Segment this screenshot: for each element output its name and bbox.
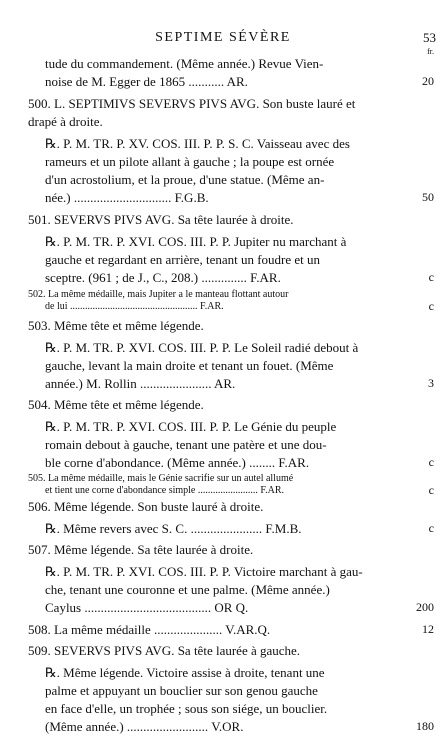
text-line: (Même année.) ......................... V.OR.	[45, 719, 244, 734]
text-line: ℞. Même revers avec S. C. ...................... F.M.B.	[45, 521, 302, 536]
text-line: romain debout à gauche, tenant une patère et une dou-	[45, 437, 327, 452]
margin-value: c	[428, 521, 434, 535]
margin-value: 200	[416, 600, 434, 614]
margin-value: 180	[416, 719, 434, 733]
text-line: ℞. P. M. TR. P. XVI. COS. III. P. P. Jupiter nu marchant à	[45, 234, 347, 249]
text-line: 502. La même médaille, mais Jupiter a le manteau flottant autour	[28, 289, 289, 300]
text-line: née.) .............................. F.G.B.	[45, 190, 209, 205]
text-line: 505. La même médaille, mais le Génie sacrifie sur un autel allumé	[28, 473, 294, 484]
text-line: ℞. Même légende. Victoire assise à droite, tenant une	[45, 665, 325, 680]
text-line: 501. SEVERVS PIVS AVG. Sa tête laurée à droite.	[28, 212, 294, 227]
text-line: ℞. P. M. TR. P. XVI. COS. III. P. P. Le Soleil radié debout à	[45, 340, 359, 355]
text-line: ble corne d'abondance. (Même année.) ........ F.AR.	[45, 455, 310, 470]
text-line: ℞. P. M. TR. P. XV. COS. III. P. P. S. C. Vaisseau avec des	[45, 136, 350, 151]
text-line: 503. Même tête et même légende.	[28, 318, 204, 333]
margin-value: 12	[422, 622, 434, 636]
margin-value: c	[428, 299, 434, 313]
text-line: noise de M. Egger de 1865 ........... AR.	[45, 74, 248, 89]
text-line: de lui ................................................... F.AR.	[45, 301, 224, 312]
text-line: ℞. P. M. TR. P. XVI. COS. III. P. P. Le Génie du peuple	[45, 419, 337, 434]
text-line: d'un acrostolium, et la proue, d'une statue. (Même an-	[45, 172, 325, 187]
currency-unit-label: fr.	[427, 47, 434, 56]
text-line: 506. Même légende. Son buste lauré à droite.	[28, 499, 264, 514]
text-line: tude du commandement. (Même année.) Revue Vien-	[45, 56, 324, 71]
text-line: drapé à droite.	[28, 114, 103, 129]
margin-value: 20	[422, 74, 434, 88]
running-head-title: SEPTIME SÉVÈRE	[155, 30, 291, 45]
text-line: rameurs et un pilote allant à gauche ; la poupe est ornée	[45, 154, 335, 169]
text-line: 508. La même médaille ..................... V.AR.Q.	[28, 622, 271, 637]
text-line: 509. SEVERVS PIVS AVG. Sa tête laurée à gauche.	[28, 643, 301, 658]
text-line: année.) M. Rollin ...................... AR.	[45, 376, 236, 391]
text-line: 500. L. SEPTIMIVS SEVERVS PIVS AVG. Son buste lauré et	[28, 96, 356, 111]
text-line: Caylus ....................................... OR Q.	[45, 600, 249, 615]
text-line: et tient une corne d'abondance simple ........................ F.AR.	[45, 485, 285, 496]
margin-value: c	[428, 455, 434, 469]
text-line: palme et appuyant un bouclier sur son genou gauche	[45, 683, 318, 698]
text-line: 507. Même légende. Sa tête laurée à droite.	[28, 542, 254, 557]
text-line: en face d'elle, un trophée ; sous son siége, un bouclier.	[45, 701, 328, 716]
margin-value: c	[428, 483, 434, 497]
page-number: 53	[423, 30, 436, 45]
text-line: ℞. P. M. TR. P. XVI. COS. III. P. P. Victoire marchant à gau-	[45, 564, 363, 579]
text-line: che, tenant une couronne et une palme. (Même année.)	[45, 582, 330, 597]
text-line: sceptre. (961 ; de J., C., 208.) .............. F.AR.	[45, 270, 281, 285]
margin-value: 50	[422, 190, 434, 204]
margin-value: c	[428, 270, 434, 284]
margin-value: 3	[428, 376, 434, 390]
text-line: gauche, levant la main droite et tenant un fouet. (Même	[45, 358, 334, 373]
text-line: gauche et regardant en arrière, tenant un foudre et un	[45, 252, 321, 267]
text-line: 504. Même tête et même légende.	[28, 397, 204, 412]
